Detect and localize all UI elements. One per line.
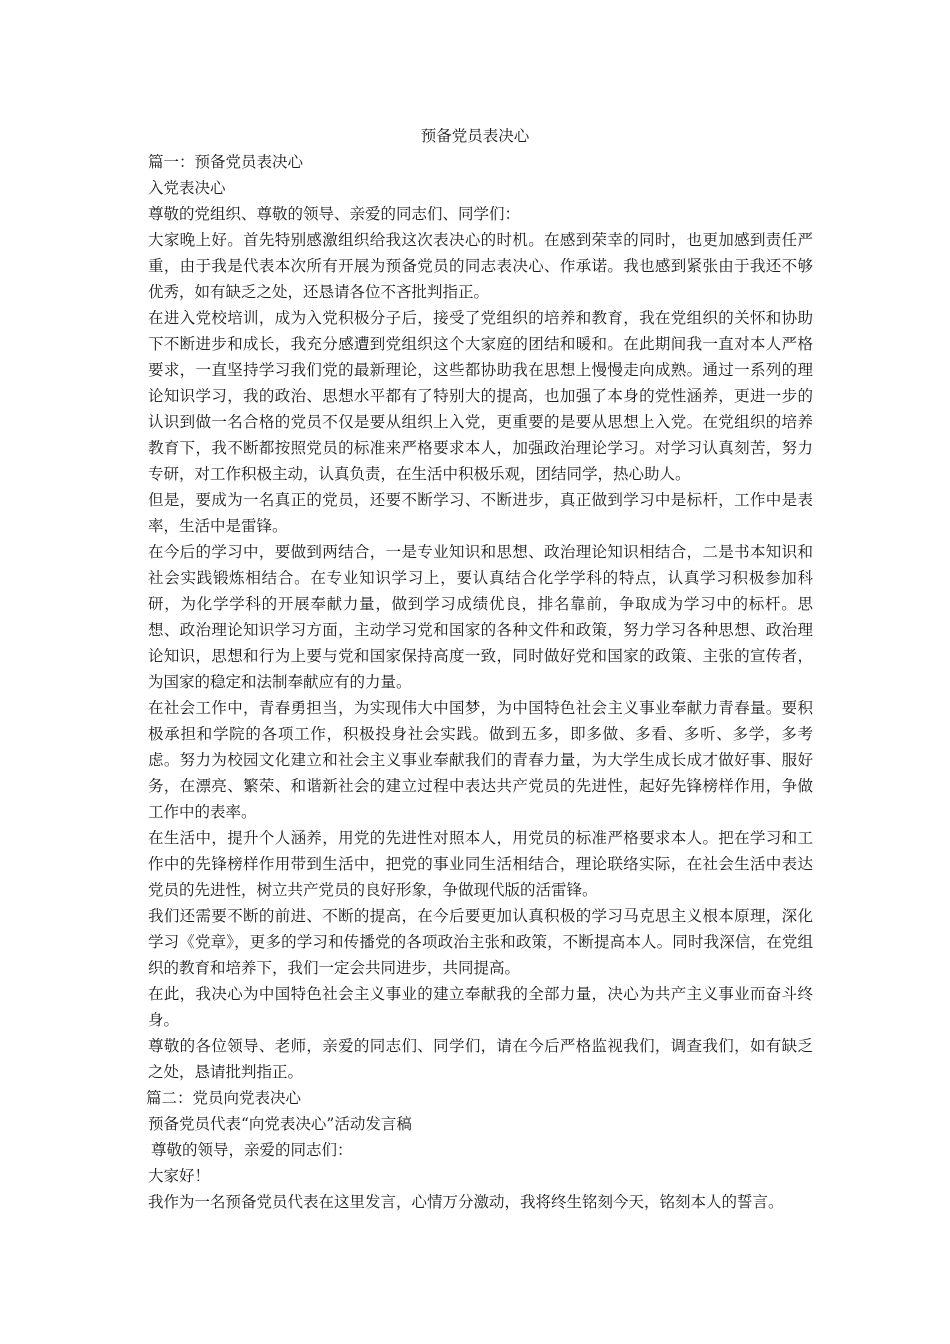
section-heading-2: 篇二：党员向党表决心: [146, 1089, 302, 1107]
salutation: 尊敬的领导，亲爱的同志们：: [151, 1141, 353, 1159]
section-heading-1: 篇一：预备党员表决心: [148, 153, 304, 171]
paragraph: 在此，我决心为中国特色社会主义事业的建立奉献我的全部力量，决心为共产主义事业而奋斗终身。: [148, 985, 813, 1029]
paragraph: 在今后的学习中，要做到两结合，一是专业知识和思想、政治理论知识相结合，二是书本知识和社会实践锻炼相结合。在专业知识学习上，要认真结合化学学科的特点，认真学习积极参加科研，为化学学科的开展奉献力量，做到学习成绩优良，排名靠前，争取成为学习中的标杆。思想、政治理论知识学习方面，主动学习党和国家的各种文件和政策，努力学习各种思想、政治理论知识，思想和行为上要与党和国家保持高度一致，同时做好党和国家的政策、主张的宣传者，为国家的稳定和法制奉献应有的力量。: [148, 543, 813, 691]
greeting: 大家好！: [148, 1167, 211, 1185]
paragraph: 大家晚上好。首先特别感激组织给我这次表决心的时机。在感到荣幸的同时，也更加感到责任严重，由于我是代表本次所有开展为预备党员的同志表决心、作承诺。我也感到紧张由于我还不够优秀，如有缺乏之处，还恳请各位不吝批判指正。: [148, 231, 813, 301]
subheading: 入党表决心: [148, 179, 226, 197]
document-body: [146, 149, 813, 1215]
paragraph: 但是，要成为一名真正的党员，还要不断学习、不断进步，真正做到学习中是标杆，工作中是表率，生活中是雷锋。: [148, 491, 813, 535]
paragraph: 在生活中，提升个人涵养，用党的先进性对照本人，用党员的标准严格要求本人。把在学习和工作中的先锋榜样作用带到生活中，把党的事业同生活相结合，理论联络实际，在社会生活中表达党员的先进性，树立共产党员的良好形象，争做现代版的活雷锋。: [148, 829, 813, 899]
paragraph: 在进入党校培训，成为入党积极分子后，接受了党组织的培养和教育，我在党组织的关怀和协助下不断进步和成长，我充分感遭到党组织这个大家庭的团结和暖和。在此期间我一直对本人严格要求，一直坚持学习我们党的最新理论，这些都协助我在思想上慢慢走向成熟。通过一系列的理论知识学习，我的政治、思想水平都有了特别大的提高，也加强了本身的党性涵养，更进一步的认识到做一名合格的党员不仅是要从组织上入党，更重要的是要从思想上入党。在党组织的培养教育下，我不断都按照党员的标准来严格要求本人，加强政治理论学习。对学习认真刻苦，努力专研，对工作积极主动，认真负责，在生活中积极乐观，团结同学，热心助人。: [148, 309, 813, 483]
document-title: 预备党员表决心: [420, 127, 530, 145]
salutation: 尊敬的党组织、尊敬的领导、亲爱的同志们、同学们：: [148, 205, 521, 223]
subheading: 预备党员代表“向党表决心”活动发言稿: [148, 1115, 412, 1133]
paragraph: 尊敬的各位领导、老师，亲爱的同志们、同学们，请在今后严格监视我们，调查我们，如有缺乏之处，恳请批判指正。: [148, 1037, 813, 1081]
paragraph: 在社会工作中，青春勇担当，为实现伟大中国梦，为中国特色社会主义事业奉献力青春量。要积极承担和学院的各项工作，积极投身社会实践。做到五多，即多做、多看、多听、多学，多考虑。努力为校园文化建立和社会主义事业奉献我们的青春力量，为大学生成长成才做好事、服好务，在漂亮、繁荣、和谐新社会的建立过程中表达共产党员的先进性，起好先锋榜样作用，争做工作中的表率。: [148, 699, 813, 821]
paragraph: 我们还需要不断的前进、不断的提高，在今后要更加认真积极的学习马克思主义根本原理，深化学习《党章》，更多的学习和传播党的各项政治主张和政策，不断提高本人。同时我深信，在党组织的教育和培养下，我们一定会共同进步，共同提高。: [148, 907, 813, 977]
paragraph: 我作为一名预备党员代表在这里发言，心情万分激动，我将终生铭刻今天，铭刻本人的誓言。: [148, 1193, 784, 1211]
